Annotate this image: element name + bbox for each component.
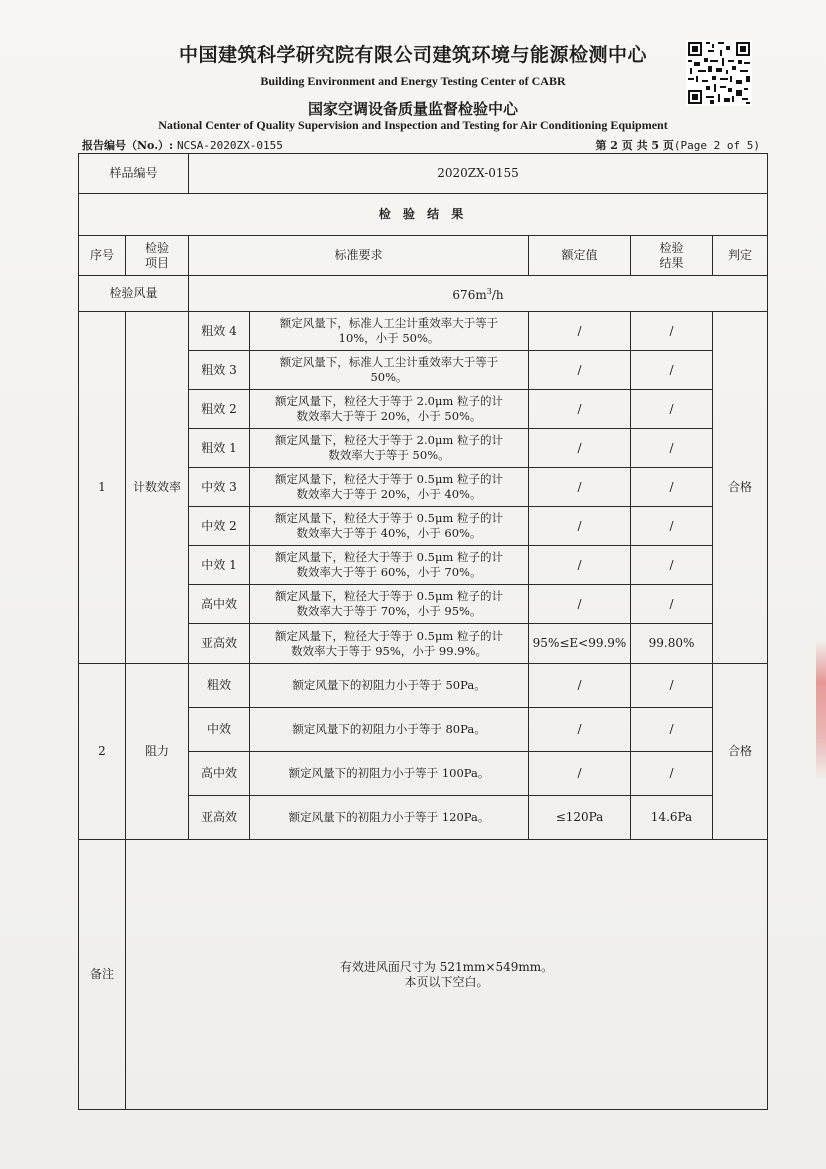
report-number: [82, 137, 283, 153]
header-judgement: 判定: [713, 236, 768, 276]
result-cell: /: [631, 752, 713, 796]
requirement-cell: 额定风量下，标准人工尘计重效率大于等于 50%。: [250, 351, 529, 390]
page-number-cn: 第 2 页 共 5 页: [595, 139, 674, 152]
group1-seq: 1: [79, 312, 126, 664]
seal-stamp-edge: [816, 640, 826, 780]
result-cell: 99.80%: [631, 624, 713, 664]
report-number-label: 报告编号（No.）:: [82, 139, 174, 152]
grade-cell: 中效: [189, 708, 250, 752]
grade-cell: 粗效 4: [189, 312, 250, 351]
result-cell: /: [631, 312, 713, 351]
sample-no-value: 2020ZX-0155: [189, 154, 768, 194]
requirement-cell: 额定风量下的初阻力小于等于 100Pa。: [250, 752, 529, 796]
section-title: 检 验 结 果: [79, 194, 768, 236]
airflow-value: $676m^3/h$: [189, 276, 768, 312]
grade-cell: 亚高效: [189, 624, 250, 664]
qr-code-icon: [686, 40, 752, 106]
page-number: [595, 137, 760, 153]
group1-judgement: 合格: [713, 312, 768, 664]
rated-cell: /: [529, 752, 631, 796]
result-cell: /: [631, 429, 713, 468]
grade-cell: 粗效 3: [189, 351, 250, 390]
result-cell: /: [631, 390, 713, 429]
report-number-value: NCSA-2020ZX-0155: [176, 139, 283, 152]
rated-cell: ≤120Pa: [529, 796, 631, 840]
group2-judgement: 合格: [713, 664, 768, 840]
sample-no-label: 样品编号: [79, 154, 189, 194]
group2-item: 阻力: [126, 664, 189, 840]
rated-cell: /: [529, 664, 631, 708]
results-table: [78, 153, 768, 1110]
org-name-cn: 中国建筑科学研究院有限公司建筑环境与能源检测中心: [178, 44, 647, 66]
table-header-row: [79, 236, 768, 276]
grade-cell: 高中效: [189, 585, 250, 624]
grade-cell: 中效 2: [189, 507, 250, 546]
rated-cell: /: [529, 585, 631, 624]
center-name-cn: 国家空调设备质量监督检验中心: [307, 100, 518, 118]
result-cell: /: [631, 664, 713, 708]
result-cell: /: [631, 585, 713, 624]
grade-cell: 高中效: [189, 752, 250, 796]
requirement-cell: 额定风量下，粒径大于等于 0.5μm 粒子的计 数效率大于等于 20%，小于 40%。: [250, 468, 529, 507]
header-rated: 额定值: [529, 236, 631, 276]
remarks-line-2: 本页以下空白。: [404, 974, 489, 989]
rated-cell: /: [529, 390, 631, 429]
table-row: [79, 664, 768, 708]
group1-item: 计数效率: [126, 312, 189, 664]
rated-cell: /: [529, 546, 631, 585]
header-result: 检验 结果: [631, 236, 713, 276]
requirement-cell: 额定风量下的初阻力小于等于 120Pa。: [250, 796, 529, 840]
header-item: 检验 项目: [126, 236, 189, 276]
rated-cell: 95%≤E<99.9%: [529, 624, 631, 664]
section-title-row: [79, 194, 768, 236]
grade-cell: 亚高效: [189, 796, 250, 840]
rated-cell: /: [529, 507, 631, 546]
table-row: [79, 312, 768, 351]
rated-cell: /: [529, 312, 631, 351]
page-number-en: (Page 2 of 5): [673, 139, 760, 152]
remarks-label: 备注: [79, 840, 126, 1110]
grade-cell: 粗效 1: [189, 429, 250, 468]
grade-cell: 粗效: [189, 664, 250, 708]
requirement-cell: 额定风量下，粒径大于等于 0.5μm 粒子的计 数效率大于等于 95%，小于 99.9%。: [250, 624, 529, 664]
grade-cell: 粗效 2: [189, 390, 250, 429]
header-requirement: 标准要求: [189, 236, 529, 276]
requirement-cell: 额定风量下，粒径大于等于 0.5μm 粒子的计 数效率大于等于 60%，小于 70%。: [250, 546, 529, 585]
airflow-label: 检验风量: [79, 276, 189, 312]
remarks-content: [126, 840, 768, 1110]
remarks-line-1: 有效进风面尺寸为 521mm×549mm。: [339, 959, 554, 974]
group2-seq: 2: [79, 664, 126, 840]
rated-cell: /: [529, 429, 631, 468]
rated-cell: /: [529, 708, 631, 752]
result-cell: /: [631, 708, 713, 752]
remarks-row: [79, 840, 768, 1110]
requirement-cell: 额定风量下的初阻力小于等于 80Pa。: [250, 708, 529, 752]
result-cell: 14.6Pa: [631, 796, 713, 840]
airflow-row: [79, 276, 768, 312]
sample-no-row: [79, 154, 768, 194]
result-cell: /: [631, 507, 713, 546]
rated-cell: /: [529, 468, 631, 507]
org-name-en: Building Environment and Energy Testing Center of CABR: [260, 74, 566, 88]
center-name-en: National Center of Quality Supervision and Inspection and Testing for Air Conditioning Equipment: [158, 118, 668, 132]
requirement-cell: 额定风量下，粒径大于等于 2.0μm 粒子的计 数效率大于等于 50%。: [250, 429, 529, 468]
grade-cell: 中效 3: [189, 468, 250, 507]
result-cell: /: [631, 546, 713, 585]
requirement-cell: 额定风量下的初阻力小于等于 50Pa。: [250, 664, 529, 708]
requirement-cell: 额定风量下，标准人工尘计重效率大于等于 10%，小于 50%。: [250, 312, 529, 351]
grade-cell: 中效 1: [189, 546, 250, 585]
requirement-cell: 额定风量下，粒径大于等于 2.0μm 粒子的计 数效率大于等于 20%，小于 50%。: [250, 390, 529, 429]
header-seq: 序号: [79, 236, 126, 276]
result-cell: /: [631, 351, 713, 390]
requirement-cell: 额定风量下，粒径大于等于 0.5μm 粒子的计 数效率大于等于 70%，小于 95%。: [250, 585, 529, 624]
requirement-cell: 额定风量下，粒径大于等于 0.5μm 粒子的计 数效率大于等于 40%，小于 60%。: [250, 507, 529, 546]
rated-cell: /: [529, 351, 631, 390]
result-cell: /: [631, 468, 713, 507]
